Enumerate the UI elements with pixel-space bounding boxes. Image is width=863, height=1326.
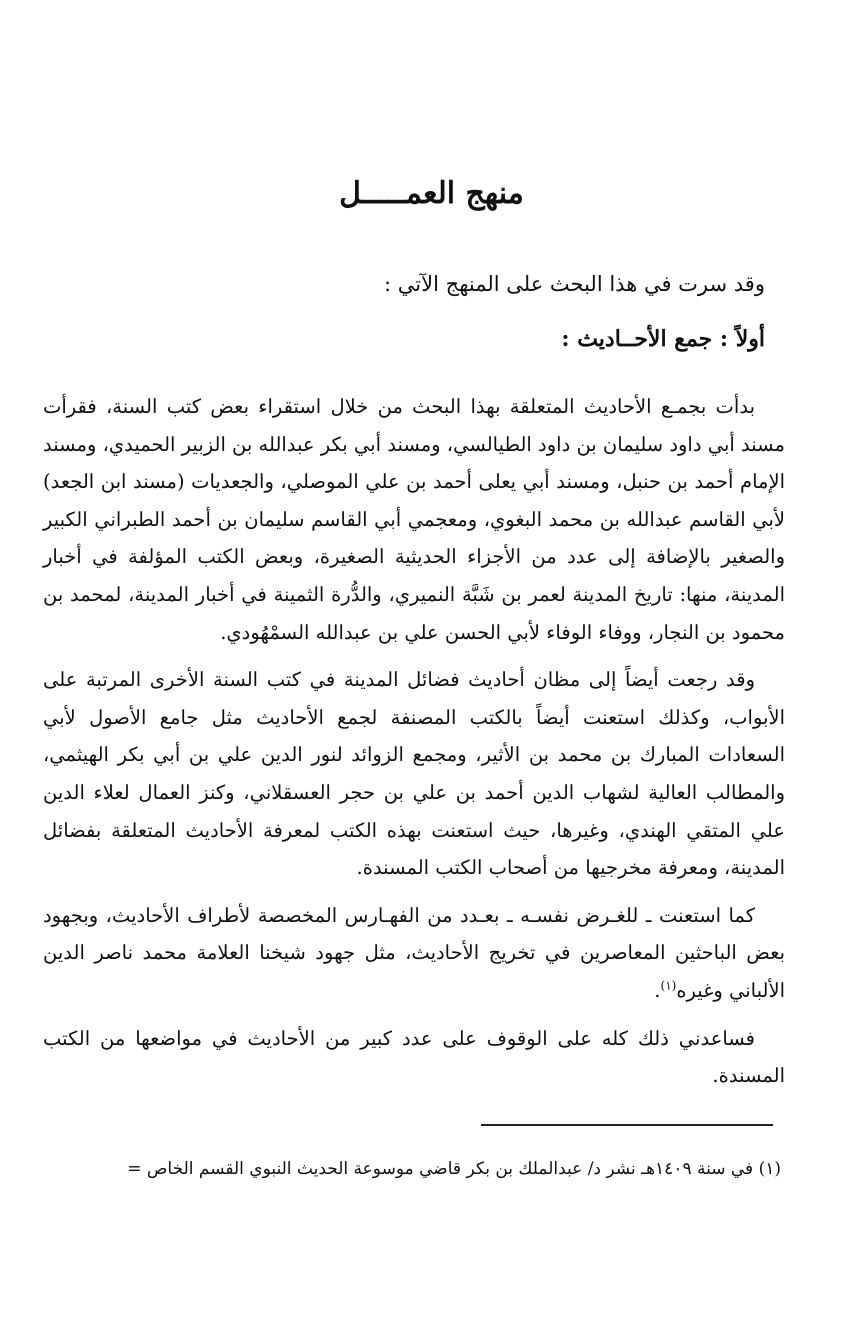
footnote: (١) في سنة ١٤٠٩هـ نشر د/ عبدالملك بن بكر قاضي موسوعة الحديث النبوي القسم الخاص = [127, 1159, 781, 1179]
paragraph-3: كما استعنت ـ للغـرض نفسـه ـ بعـدد من الفهـارس المخصصة لأطراف الأحاديث، وبجهود بعض الباحثين المعاصرين في تخريج الأحاديث، مثل جهود شيخنا العلامة محمد ناصر الدين الألباني وغيره$^{(١)}$. [43, 903, 785, 1002]
paragraph-3-text: كما استعنت ـ للغـرض نفسـه ـ بعـدد من الفهـارس المخصصة لأطراف الأحاديث، وبجهود بعض الباحثين المعاصرين في تخريج الأحاديث، مثل جهود شيخنا العلامة محمد ناصر الدين الألباني وغيره [43, 903, 785, 1002]
paragraph-1: بدأت بجمـع الأحاديث المتعلقة بهذا البحث من خلال استقراء بعض كتب السنة، فقرأت مسند أبي داود سليمان بن داود الطيالسي، ومسند أبي بكر عبدالله بن الزبير الحميدي، ومسند الإمام أحمد بن حنبل، ومسند أبي يعلى أحمد بن علي الموصلي، والجعديات (مسند ابن الجعد) لأبي القاسم عبدالله بن محمد البغوي، ومعجمي أبي القاسم سليمان بن أحمد الطبراني الكبير والصغير بالإضافة إلى عدد من الأجزاء الحديثية الصغيرة، وبعض الكتب المؤلفة في أخبار المدينة، منها: تاريخ المدينة لعمر بن شَبَّة النميري، والدُّرة الثمينة في أخبار المدينة، لمحمد بن محمود بن النجار، ووفاء الوفاء لأبي الحسن علي بن عبدالله السمْهُودي. [43, 395, 785, 644]
section-heading: أولاً : جمع الأحــاديث : [561, 326, 765, 352]
paragraph-4: فساعدني ذلك كله على الوقوف على عدد كبير من الأحاديث في مواضعها من الكتب المسندة. [43, 1026, 785, 1088]
chapter-title: منهج العمـــــل [339, 176, 524, 211]
footnote-reference: (١) [660, 978, 677, 993]
intro-line: وقد سرت في هذا البحث على المنهج الآتي : [384, 272, 765, 296]
body-text [43, 388, 785, 1105]
footnote-divider [481, 1124, 773, 1126]
paragraph-2: وقد رجعت أيضاً إلى مظان أحاديث فضائل المدينة في كتب السنة الأخرى المرتبة على الأبواب، وكذلك استعنت أيضاً بالكتب المصنفة لجمع الأحاديث مثل جامع الأصول لأبي السعادات المبارك بن محمد بن الأثير، ومجمع الزوائد لنور الدين علي بن أبي بكر الهيثمي، والمطالب العالية لشهاب الدين أحمد بن علي بن حجر العسقلاني، وكنز العمال لعلاء الدين علي المتقي الهندي، وغيرها، حيث استعنت بهذه الكتب لمعرفة الأحاديث المتعلقة بفضائل المدينة، ومعرفة مخرجيها من أصحاب الكتب المسندة. [43, 668, 785, 880]
